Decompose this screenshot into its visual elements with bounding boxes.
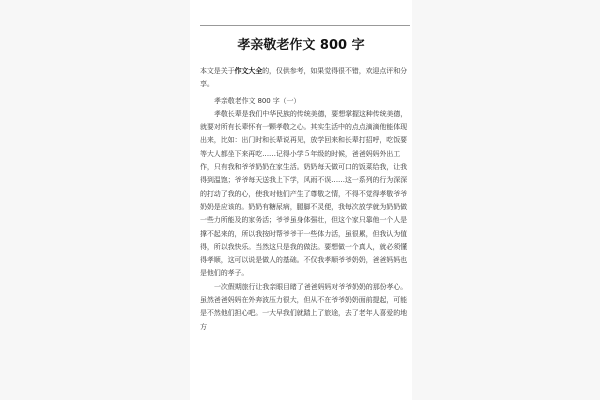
intro-prefix: 本文是关于 xyxy=(200,67,235,75)
intro-suffix: 的，仅供参考，如果觉得很不错，欢迎点评和分享。 xyxy=(200,67,408,89)
body-paragraph-2: 一次假期旅行让我亲眼目睹了爸爸妈妈对爷爷奶奶的那份孝心。虽然爸爸妈妈在外奔波压力很大，但从不在爷爷奶奶面前提起，可能是不然他们担心吧。一大早我们就踏上了旅途，去了老年人喜爱的地方 xyxy=(200,282,408,331)
body-paragraph-1: 孝敬长辈是我们中华民族的传统美德，要想掌握这种传统美德，就要对所有长辈怀有一颗孝敬之心。其实生活中的点点滴滴他能体现出来，比如：出门时和长辈说再见，放学回来和长辈打招呼，吃饭要等大人都坐下来再吃……记得小学５年级的时候，爸爸妈妈外出工作，只有我和爷爷奶奶在家生活。奶奶每天做可口的饭菜给我，让我得到温饱；爷爷每天送我上下学，风雨不误……这一系列的行为深深的打动了我的心，使我对他们产生了尊敬之情，不得不觉得孝敬爷爷奶奶是应该的。奶奶有糖尿病，腿脚不灵便，我每次放学就为奶奶做一些力所能及的家务活；爷爷虽身体强壮，但这个家只靠他一个人是撑不起来的，所以我按时帮爷爷干一些体力活，虽很累，但我认为值得，所以我快乐。当然这只是我的做法。要想做一个真人，就必须懂得孝顺，这可以说是做人的基础。不仅我孝顺爷爷奶奶，爸爸妈妈也是他们的孝子。 xyxy=(200,109,408,278)
intro-paragraph xyxy=(200,65,410,92)
document-body xyxy=(200,65,410,334)
header-divider xyxy=(200,25,410,26)
intro-keyword: 作文大全 xyxy=(234,67,263,75)
document-title: 孝亲敬老作文 800 字 xyxy=(237,38,365,53)
section-subheading: 孝亲敬老作文 800 字（一） xyxy=(214,96,301,105)
document-page xyxy=(190,0,412,400)
